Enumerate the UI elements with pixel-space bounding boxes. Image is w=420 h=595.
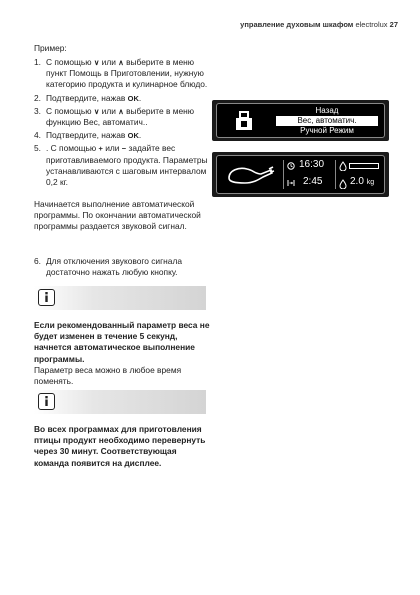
page-header (240, 20, 398, 29)
temperature-icon (339, 161, 347, 171)
poultry-icon (225, 162, 277, 188)
weight-value: 2.0 kg (350, 176, 375, 187)
ok-symbol: OK (127, 93, 139, 103)
program-start-text: Начинается выполнение автоматической программы. По окончании автоматической программы раздается звуковой сигнал. (34, 199, 201, 232)
menu-item-back[interactable]: Назад (315, 106, 339, 115)
weight-icon (233, 110, 255, 132)
duration-icon (287, 179, 295, 187)
page-number: 27 (389, 20, 398, 29)
temperature-bar (349, 163, 379, 169)
note1-plain-text: Параметр веса можно в любое время поменять. (34, 365, 182, 387)
intro-text: Пример: (34, 43, 67, 53)
info-icon (38, 289, 55, 306)
step-2: 2. Подтвердите, нажав OK. (34, 92, 142, 103)
weight-drop-icon (339, 179, 347, 189)
info-note-bar (34, 390, 206, 414)
step-3: 3. С помощью ∨ или ∧ выберите в меню функцию Вес, автоматич.. (34, 105, 195, 128)
minus-symbol: − (121, 144, 127, 154)
menu-item-auto-weight[interactable]: Вес, автоматич. (276, 116, 378, 126)
down-symbol: ∨ (93, 58, 100, 67)
oven-display-status (212, 152, 389, 197)
step-6: 6. Для отключения звукового сигнала достаточно нажать любую кнопку. (34, 256, 182, 278)
note2-bold-text: Во всех программах для приготовления птицы продукт необходимо перевернуть через 30 минут. Соответствующая команда появится на дисплее. (34, 424, 206, 468)
step-1: 1. С помощью ∨ или ∧ выберите в меню пункт Помощь в Приготовлении, нужную категорию продукта и кулинарное блюдо. (34, 57, 208, 90)
down-symbol: ∨ (93, 106, 100, 116)
step-4: 4. Подтвердите, нажав OK. (34, 130, 142, 141)
steps-list (34, 57, 210, 190)
duration: 2:45 (303, 176, 323, 187)
step-5: 5. . С помощью + или − задайте вес приготавливаемого продукта. Параметры устанавливаются с шаговым интервалом 0,2 кг. (34, 143, 208, 188)
display-menu-list (276, 106, 378, 136)
ok-symbol: OK (127, 131, 139, 141)
menu-item-manual[interactable]: Ручной Режим (300, 126, 354, 135)
header-title: управление духовым шкафом (240, 20, 354, 29)
oven-display-menu (212, 100, 389, 141)
clock-icon (287, 162, 295, 170)
info-icon (38, 393, 55, 410)
header-brand: electrolux (355, 20, 388, 29)
plus-symbol: + (98, 144, 103, 154)
time-of-day: 16:30 (299, 159, 325, 170)
note1-bold-text: Если рекомендованный параметр веса не будет изменен в течение 5 секунд, начнется автоматическое выполнение программы. (34, 320, 210, 364)
info-note-bar (34, 286, 206, 310)
up-symbol: ∧ (118, 106, 124, 116)
up-symbol: ∧ (118, 58, 124, 67)
